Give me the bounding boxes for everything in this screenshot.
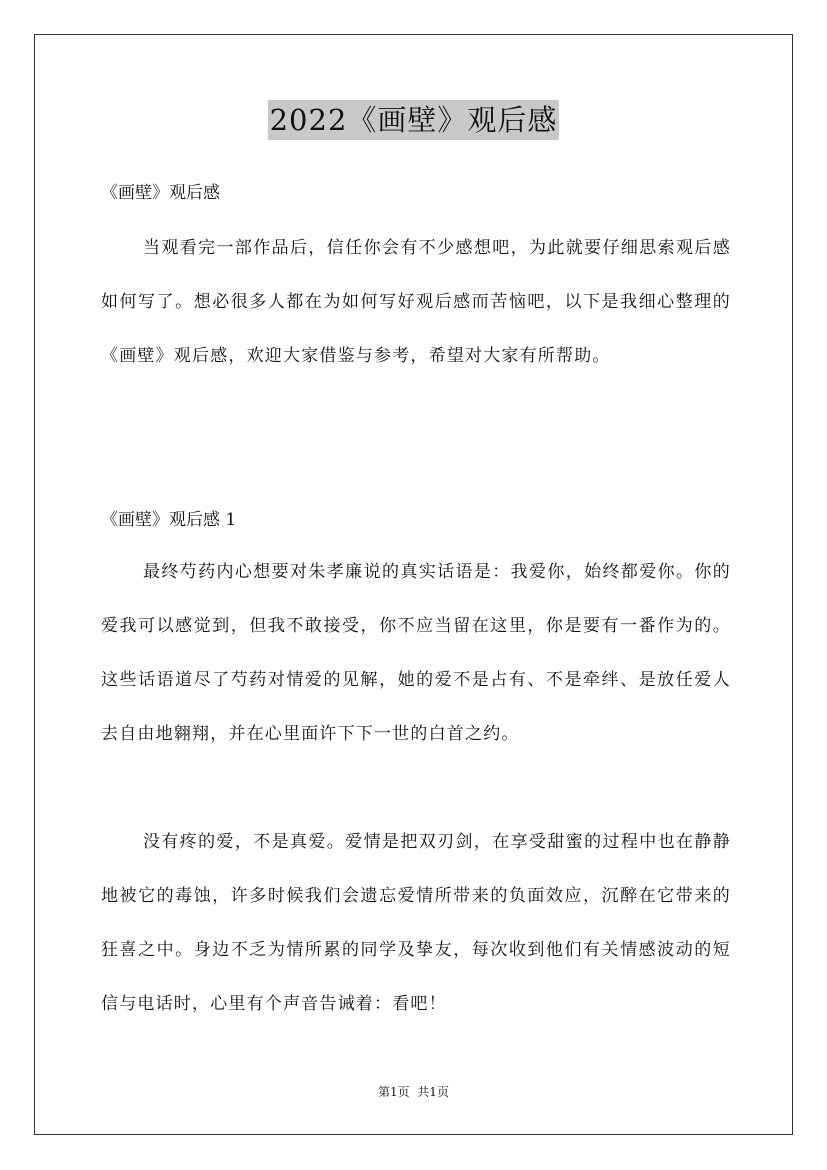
section-heading: 《画壁》观后感 1: [101, 510, 237, 530]
document-subtitle: 《画壁》观后感: [101, 183, 220, 203]
body-paragraph-1: 最终芍药内心想要对朱孝廉说的真实话语是：我爱你，始终都爱你。你的爱我可以感觉到，但我不敢接受，你不应当留在这里，你是要有一番作为的。这些话语道尽了芍药对情爱的见解，她的爱不是占有、不是牵绊、是放任爱人去自由地翱翔，并在心里面许下下一世的白首之约。: [101, 562, 731, 744]
body-paragraph-2: 没有疼的爱，不是真爱。爱情是把双刃剑，在享受甜蜜的过程中也在静静地被它的毒蚀，许多时候我们会遗忘爱情所带来的负面效应，沉醉在它带来的狂喜之中。身边不乏为情所累的同学及挚友，每次收到他们有关情感波动的短信与电话时，心里有个声音告诫着：看吧！: [101, 832, 731, 1014]
page-footer: 第1页 共1页: [378, 1085, 449, 1099]
title-container: [0, 100, 827, 140]
intro-paragraph: 当观看完一部作品后，信任你会有不少感想吧，为此就要仔细思索观后感如何写了。想必很多人都在为如何写好观后感而苦恼吧，以下是我细心整理的《画壁》观后感，欢迎大家借鉴与参考，希望对大家有所帮助。: [101, 238, 731, 366]
document-title: 2022《画壁》观后感: [268, 100, 560, 140]
